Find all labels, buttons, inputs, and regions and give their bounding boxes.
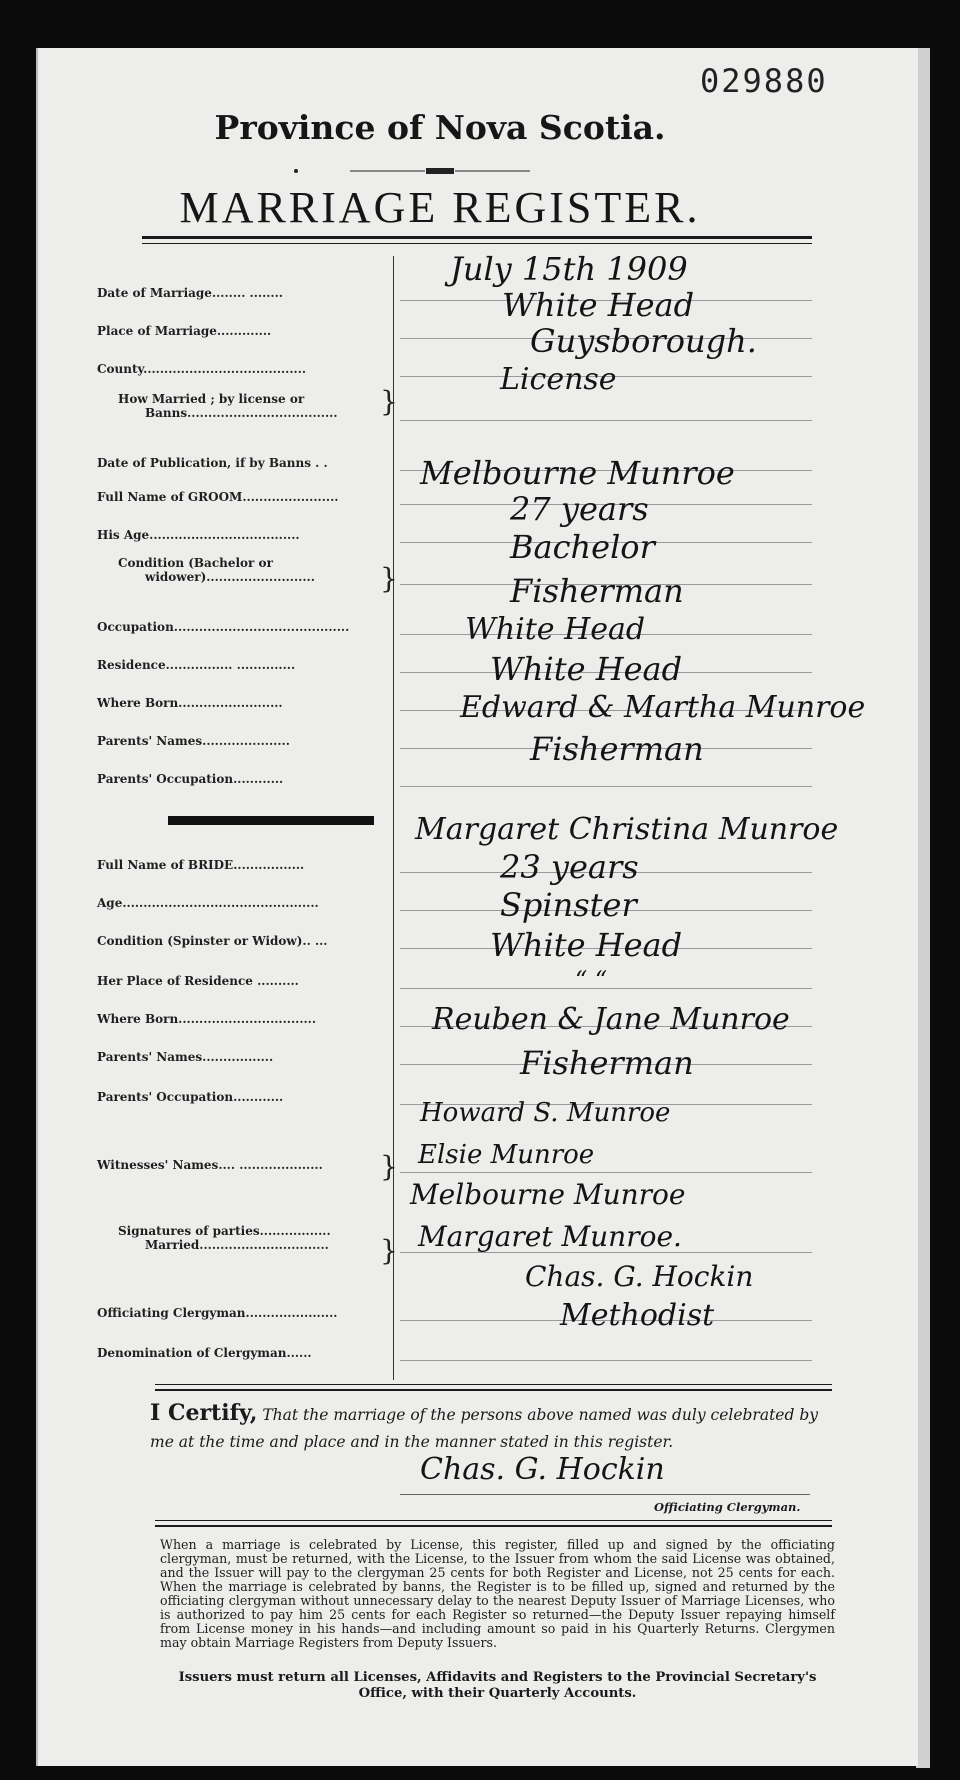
field-label: Parents' Occupation............ [97,772,284,786]
field-entry-line [400,1360,812,1361]
certification-text [150,1400,840,1456]
field-label: His Age.................................... [97,528,300,542]
field-label: Condition (Bachelor or [118,556,273,570]
field-label: Witnesses' Names.... .................... [97,1158,323,1172]
field-label: Full Name of GROOM....................... [97,490,339,504]
province-title: Province of Nova Scotia. [214,108,666,147]
handwritten-entry: “ “ [575,966,608,994]
certify-rule-thin [155,1384,832,1385]
handwritten-entry: Margaret Christina Munroe [415,812,839,847]
handwritten-entry-second: Elsie Munroe [418,1140,595,1170]
field-label: Condition (Spinster or Widow).. ... [97,934,328,948]
handwritten-entry: July 15th 1909 [450,250,688,288]
notice-rule-thick [155,1525,832,1527]
issuers-note: Issuers must return all Licenses, Affidavits and Registers to the Provincial Secretary's Office, with their Quarterly Accounts. [178,1670,817,1701]
certify-role: Officiating Clergyman. [654,1500,801,1514]
handwritten-entry: Spinster [500,886,637,924]
section-divider-bar [168,816,374,825]
handwritten-entry: Fisherman [520,1044,694,1082]
certify-signature: Chas. G. Hockin [420,1452,665,1487]
header-rule-thin [142,243,812,244]
handwritten-entry: Bachelor [510,528,655,566]
field-label: Place of Marriage............. [97,324,272,338]
handwritten-entry: White Head [490,650,683,688]
handwritten-entry: Edward & Martha Munroe [460,690,866,725]
handwritten-entry: White Head [502,286,695,324]
handwritten-entry-second: Margaret Munroe. [418,1220,682,1253]
field-label: Where Born......................... [97,696,283,710]
field-label: Date of Publication, if by Banns . . [97,456,328,470]
handwritten-entry: White Head [490,926,683,964]
field-label-continued: widower).......................... [145,570,315,584]
field-label: Age............................................... [97,896,319,910]
register-title: MARRIAGE REGISTER. [179,183,701,232]
brace-glyph: } [380,385,398,418]
instructions-notice: When a marriage is celebrated by License, this register, filled up and signed by the officiating clergyman, must be returned, with the License, to the Issuer from whom the said License was obtained, and the Issuer will pay to the clergyman 25 cents for both Register and License, not 25 cents for each. When the marriage is celebrated by banns, the Register is to be filled up, signed and returned by the officiating clergyman without unnecessary delay to the nearest Deputy Issuer of Marriage Licenses, who is authorized to pay him 25 cents for each Register so returned—the Deputy Issuer repaying himself from License money in his hands—and including amount so paid in his Quarterly Returns. Clergymen may obtain Marriage Registers from Deputy Issuers. [160,1537,835,1650]
field-label: Parents' Occupation............ [97,1090,284,1104]
brace-glyph: } [380,562,398,595]
certify-statement: That the marriage of the persons above named was duly celebrated by me at the time and place and in the manner stated in this register. [150,1406,818,1451]
field-entry-line [400,1172,812,1173]
handwritten-entry: Guysborough. [530,322,757,360]
handwritten-entry: Reuben & Jane Munroe [432,1002,790,1037]
field-label: How Married ; by license or [118,392,305,406]
handwritten-entry: Fisherman [530,730,704,768]
page-edge-shadow [916,48,930,1768]
title-ornament [290,166,590,176]
field-label-continued: Banns.................................... [145,406,338,420]
register-number: 029880 [700,62,828,100]
column-divider [393,256,394,1380]
certify-heading: I Certify, [150,1400,258,1426]
handwritten-entry: 23 years [500,848,639,886]
handwritten-entry: Chas. G. Hockin [525,1260,754,1293]
field-label: Parents' Names................. [97,1050,274,1064]
field-label: Denomination of Clergyman...... [97,1346,312,1360]
field-label: Signatures of parties................. [118,1224,331,1238]
field-label: Occupation.......................................... [97,620,350,634]
field-entry-line [400,786,812,787]
field-label: Residence................ .............. [97,658,296,672]
field-label: Date of Marriage........ ........ [97,286,283,300]
brace-glyph: } [380,1234,398,1267]
field-label: Where Born................................. [97,1012,317,1026]
signature-line [400,1494,810,1495]
handwritten-entry: License [500,362,617,397]
field-label: Her Place of Residence .......... [97,974,299,988]
handwritten-entry: White Head [465,612,646,647]
handwritten-entry: Howard S. Munroe [420,1098,671,1128]
certify-rule-thick [155,1389,832,1391]
handwritten-entry: 27 years [510,490,649,528]
brace-glyph: } [380,1150,398,1183]
field-label: Full Name of BRIDE................. [97,858,305,872]
notice-rule-thin [155,1520,832,1521]
field-entry-line [400,420,812,421]
handwritten-entry: Methodist [560,1298,715,1333]
field-label: County....................................... [97,362,307,376]
field-label: Parents' Names..................... [97,734,290,748]
handwritten-entry: Fisherman [510,572,684,610]
handwritten-entry: Melbourne Munroe [420,454,735,492]
header-rule-thick [142,236,812,239]
handwritten-entry: Melbourne Munroe [410,1178,686,1211]
field-label: Officiating Clergyman...................... [97,1306,338,1320]
field-label-continued: Married............................... [145,1238,329,1252]
